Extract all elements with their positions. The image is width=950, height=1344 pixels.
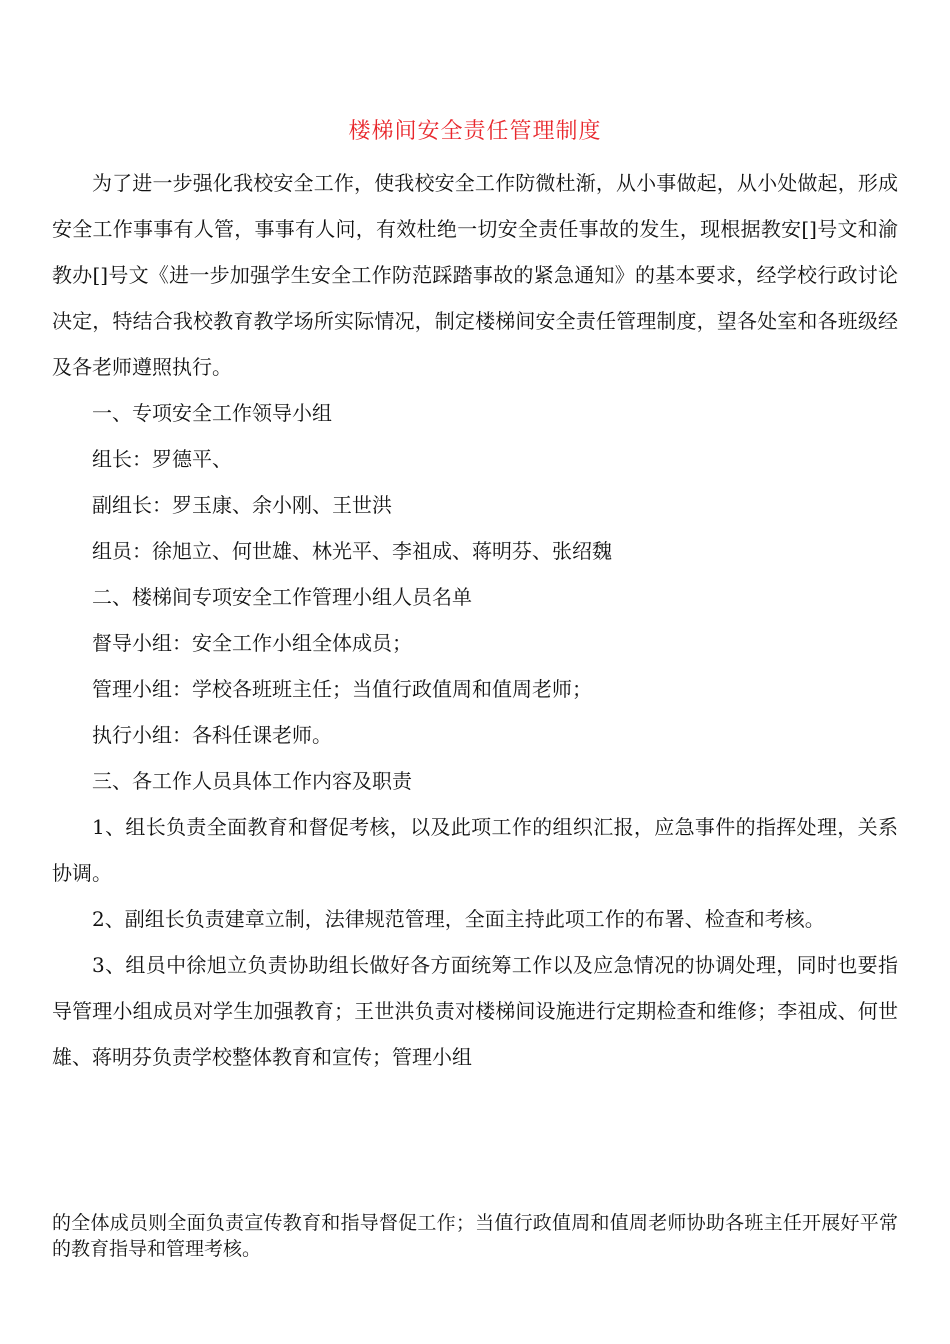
document-body xyxy=(52,160,898,1080)
section-heading-management: 二、楼梯间专项安全工作管理小组人员名单 xyxy=(92,585,472,609)
management-group-line: 管理小组：学校各班班主任；当值行政值周和值周老师； xyxy=(92,677,592,701)
document-title: 楼梯间安全责任管理制度 xyxy=(348,119,602,144)
duty-item-1: 1、组长负责全面教育和督促考核，以及此项工作的组织汇报，应急事件的指挥处理，关系协调。 xyxy=(52,815,898,885)
continuation-block xyxy=(52,1210,898,1262)
leader-line: 组长：罗德平、 xyxy=(92,447,232,471)
section-heading-leadership: 一、专项安全工作领导小组 xyxy=(92,401,332,425)
section-heading-duties: 三、各工作人员具体工作内容及职责 xyxy=(92,769,412,793)
duty-item-2: 2、副组长负责建章立制，法律规范管理，全面主持此项工作的布署、检查和考核。 xyxy=(92,907,825,931)
members-line: 组员：徐旭立、何世雄、林光平、李祖成、蒋明芬、张绍魏 xyxy=(92,539,612,563)
continuation-paragraph: 的全体成员则全面负责宣传教育和指导督促工作；当值行政值周和值周老师协助各班主任开展好平常的教育指导和管理考核。 xyxy=(52,1212,898,1260)
deputy-leader-line: 副组长：罗玉康、余小刚、王世洪 xyxy=(92,493,392,517)
intro-paragraph: 为了进一步强化我校安全工作，使我校安全工作防微杜渐，从小事做起，从小处做起，形成安全工作事事有人管，事事有人问，有效杜绝一切安全责任事故的发生，现根据教安[]号文和渝教办[]号文《进一步加强学生安全工作防范踩踏事故的紧急通知》的基本要求，经学校行政讨论决定，特结合我校教育教学场所实际情况，制定楼梯间安全责任管理制度，望各处室和各班级经及各老师遵照执行。 xyxy=(52,171,898,379)
duty-item-3: 3、组员中徐旭立负责协助组长做好各方面统筹工作以及应急情况的协调处理，同时也要指导管理小组成员对学生加强教育；王世洪负责对楼梯间设施进行定期检查和维修；李祖成、何世雄、蒋明芬负责学校整体教育和宣传；管理小组 xyxy=(52,953,898,1069)
supervision-group-line: 督导小组：安全工作小组全体成员； xyxy=(92,631,412,655)
execution-group-line: 执行小组：各科任课老师。 xyxy=(92,723,332,747)
